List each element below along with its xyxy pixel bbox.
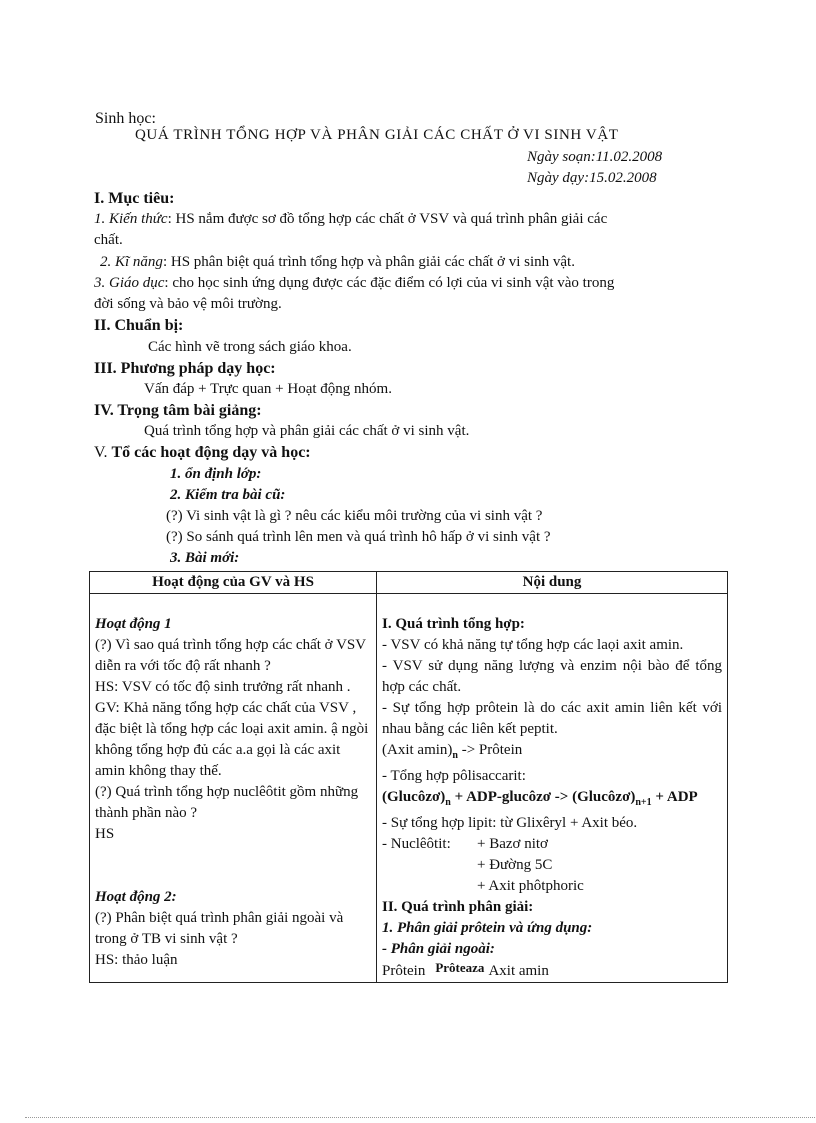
objective-skill [100, 254, 575, 271]
activity-1-answer: HS: VSV có tốc độ sinh trưởng rất nhanh . [95, 679, 351, 695]
activity-1-heading: Hoạt động 1 [95, 616, 172, 632]
education-text-cont: đời sống và bảo vệ môi trường. [94, 296, 282, 312]
knowledge-text: : HS nắm được sơ đồ tổng hợp các chất ở VSV và quá trình phân giải các [167, 211, 608, 227]
subject-label: Sinh học: [95, 110, 156, 127]
method-heading: III. Phương pháp dạy học: [94, 360, 276, 377]
nucleotide-phosphate: + Axit phôtphoric [477, 878, 584, 894]
poly-eq-part-2: + ADP-glucôzơ -> (Glucôzơ) [450, 789, 636, 805]
activity-2-heading: Hoạt động 2: [95, 889, 177, 905]
poly-eq-part-3: + ADP [651, 789, 698, 805]
activities-heading-text: Tổ các hoạt động dạy và học: [111, 444, 311, 461]
activity-2-question: (?) Phân biệt quá trình phân giải ngoài và trong ở TB vi sinh vật ? [95, 910, 344, 947]
protein-equation-rhs: -> Prôtein [457, 742, 523, 758]
step-review: 2. Kiểm tra bài cũ: [170, 487, 286, 503]
objectives-heading: I. Mục tiêu: [94, 190, 175, 207]
poly-eq-sub-2: n+1 [635, 797, 652, 808]
page-title: QUÁ TRÌNH TỔNG HỢP VÀ PHÂN GIẢI CÁC CHẤT Ở VI SINH VẬT [135, 127, 619, 143]
polysaccharide-heading: - Tổng hợp pôlisaccarit: [382, 768, 526, 784]
protease-reaction [382, 960, 722, 982]
table-header-row [90, 572, 728, 594]
activity-1-question-2: (?) Quá trình tổng hợp nuclêôtit gồm những thành phần nào ? [95, 784, 359, 821]
objective-knowledge [94, 211, 607, 228]
col-header-activities: Hoạt động của GV và HS [90, 572, 377, 594]
synthesis-point-2: - VSV sử dụng năng lượng và enzim nội bào để tổng hợp các chất. [382, 658, 722, 695]
nucleotide-base: + Bazơ nitơ [477, 836, 548, 852]
reaction-enzyme: Prôteaza [435, 960, 485, 975]
col-header-content: Nội dung [377, 572, 728, 594]
method-text: Vấn đáp + Trực quan + Hoạt động nhóm. [144, 381, 392, 397]
section-synthesis-heading: I. Quá trình tổng hợp: [382, 616, 525, 632]
activities-heading [94, 444, 311, 462]
protein-degradation-heading: 1. Phân giải prôtein và ứng dụng: [382, 920, 593, 936]
polysaccharide-equation [382, 787, 722, 813]
nucleotide-components [382, 834, 722, 855]
lipid-synthesis: - Sự tổng hợp lipit: từ Glixêryl + Axit béo. [382, 815, 638, 831]
prep-text: Các hình vẽ trong sách giáo khoa. [148, 339, 352, 355]
objective-education [94, 275, 614, 292]
page-bottom-divider [25, 1117, 815, 1118]
protein-equation-sub: n [452, 750, 458, 761]
activity-2-answer: HS: thảo luận [95, 952, 178, 968]
activities-prefix: V. [94, 444, 112, 461]
synthesis-point-3: - Sự tổng hợp prôtein là do các axit amin liên kết với nhau bằng các liên kết peptit. [382, 700, 722, 737]
activity-1-teacher-note: GV: Khả năng tổng hợp các chất của VSV , đặc biệt là tổng hợp các loại axit amin. ậ ngòi không tổng hợp đủ các a.a gọi là các axit amin không thay thế. [95, 700, 369, 779]
date-taught: Ngày dạy:15.02.2008 [527, 170, 657, 186]
poly-eq-part-1: (Glucôzơ) [382, 789, 446, 805]
lesson-table [89, 571, 728, 983]
skill-label: 2. Kĩ năng [100, 254, 163, 270]
protein-equation-lhs: (Axit amin) [382, 742, 453, 758]
reaction-product: Axit amin [488, 963, 549, 979]
nucleotide-sugar: + Đường 5C [477, 857, 553, 873]
poly-eq-sub-1: n [445, 797, 451, 808]
review-question-2: (?) So sánh quá trình lên men và quá trình hô hấp ở vi sinh vật ? [166, 529, 551, 545]
content-cell [377, 594, 728, 983]
table-row [90, 594, 728, 983]
nucleotide-label: - Nuclêôtit: [382, 836, 451, 852]
review-question-1: (?) Vi sinh vật là gì ? nêu các kiểu môi trường của vi sinh vật ? [166, 508, 543, 524]
focus-text: Quá trình tổng hợp và phân giải các chất ở vi sinh vật. [144, 423, 470, 439]
skill-text: : HS phân biệt quá trình tổng hợp và phân giải các chất ở vi sinh vật. [162, 254, 575, 270]
activities-cell [90, 594, 377, 983]
step-new-lesson: 3. Bài mới: [170, 550, 240, 566]
reaction-substrate: Prôtein [382, 963, 426, 979]
protein-equation [382, 740, 722, 766]
prep-heading: II. Chuẩn bị: [94, 317, 184, 334]
date-prepared: Ngày soạn:11.02.2008 [527, 149, 663, 165]
education-text: : cho học sinh ứng dụng được các đặc điểm có lợi của vi sinh vật vào trong [164, 275, 615, 291]
knowledge-text-cont: chất. [94, 232, 123, 248]
activity-1-question: (?) Vì sao quá trình tổng hợp các chất ở VSV diễn ra với tốc độ rất nhanh ? [95, 637, 366, 674]
knowledge-label: 1. Kiến thức [94, 211, 168, 227]
focus-heading: IV. Trọng tâm bài giảng: [94, 402, 262, 419]
step-stabilize: 1. ổn định lớp: [170, 466, 262, 482]
external-degradation-heading: - Phân giải ngoài: [382, 941, 495, 957]
section-degradation-heading: II. Quá trình phân giải: [382, 899, 534, 915]
education-label: 3. Giáo dục [94, 275, 165, 291]
activity-1-student: HS [95, 826, 115, 842]
synthesis-point-1: - VSV có khả năng tự tổng hợp các laọi axit amin. [382, 637, 684, 653]
